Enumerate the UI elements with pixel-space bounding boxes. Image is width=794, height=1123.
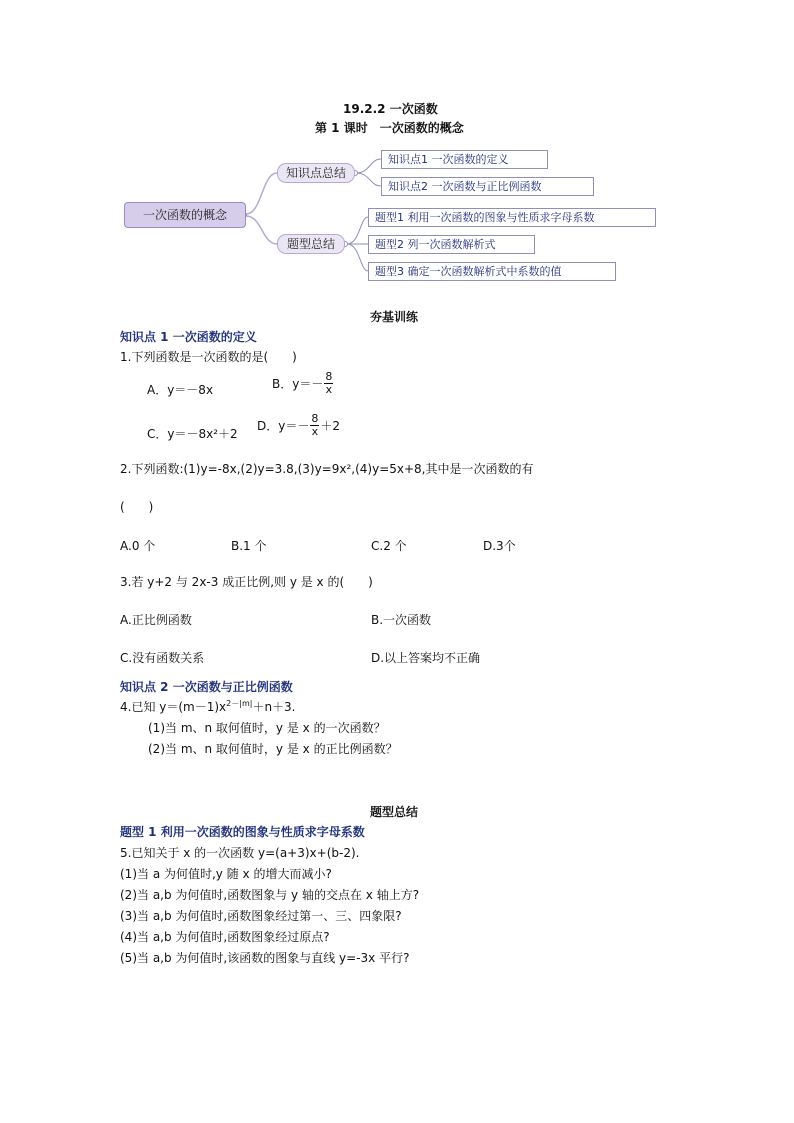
- mindmap-leaf-t3: 题型3 确定一次函数解析式中系数的值: [368, 262, 616, 281]
- page-title: 19.2.2 一次函数: [343, 102, 438, 116]
- mindmap-leaf-kp2: 知识点2 一次函数与正比例函数: [381, 177, 594, 196]
- page-subtitle: 第 1 课时 一次函数的概念: [315, 121, 464, 135]
- q2-option-c: C.2 个: [371, 539, 407, 553]
- q1-option-c: C．y＝－8x²＋2: [147, 427, 238, 441]
- q5-part-3: (3)当 a,b 为何值时,函数图象经过第一、三、四象限?: [120, 909, 402, 923]
- q1-option-b: B．y＝－ $\frac{8}{x}$: [272, 370, 333, 396]
- q2-answer-paren: ( ): [120, 500, 154, 514]
- q1-option-a: A．y＝－8x: [147, 383, 214, 397]
- section-heading-types: 题型总结: [370, 805, 419, 819]
- question-1: 1.下列函数是一次函数的是( ): [120, 350, 297, 364]
- mindmap-leaf-t2: 题型2 列一次函数解析式: [368, 235, 535, 254]
- q5-part-4: (4)当 a,b 为何值时,函数图象经过原点?: [120, 930, 330, 944]
- question-4: 4.已知 $y=(m-1)x^{2-|m|}+n+3$.: [120, 699, 296, 714]
- q3-option-d: D.以上答案均不正确: [371, 651, 481, 665]
- q4-part-1: (1)当 m、n 取何值时，y 是 x 的一次函数？: [148, 721, 386, 735]
- question-5: 5.已知关于 x 的一次函数 y=(a+3)x+(b-2).: [120, 846, 360, 860]
- q2-option-a: A.0 个: [120, 539, 156, 553]
- kp2-heading: 知识点 2 一次函数与正比例函数: [120, 680, 293, 694]
- q1-option-d: D．y＝－ $\frac{8}{x}$ ＋2: [257, 412, 340, 438]
- q5-part-5: (5)当 a,b 为何值时,该函数的图象与直线 y=-3x 平行?: [120, 951, 410, 965]
- mindmap-leaf-kp1: 知识点1 一次函数的定义: [381, 150, 548, 169]
- type1-heading: 题型 1 利用一次函数的图象与性质求字母系数: [120, 825, 365, 839]
- mindmap-leaf-t1: 题型1 利用一次函数的图象与性质求字母系数: [368, 208, 656, 227]
- kp1-heading: 知识点 1 一次函数的定义: [120, 330, 257, 344]
- q5-part-2: (2)当 a,b 为何值时,函数图象与 y 轴的交点在 x 轴上方?: [120, 888, 420, 902]
- q3-option-a: A.正比例函数: [120, 613, 192, 627]
- section-heading-basics: 夯基训练: [370, 310, 419, 324]
- q3-option-b: B.一次函数: [371, 613, 432, 627]
- mindmap-branch-types: 题型总结: [277, 234, 345, 254]
- mindmap-root: 一次函数的概念: [124, 202, 246, 228]
- q2-option-d: D.3个: [483, 539, 516, 553]
- q4-part-2: (2)当 m、n 取何值时，y 是 x 的正比例函数？: [148, 742, 398, 756]
- question-3: 3.若 y+2 与 2x-3 成正比例,则 y 是 x 的( ): [120, 575, 373, 589]
- question-2: 2.下列函数:(1)y=-8x,(2)y=3.8,(3)y=9x²,(4)y=5x+8,其中是一次函数的有: [120, 462, 534, 476]
- q5-part-1: (1)当 a 为何值时,y 随 x 的增大而减小?: [120, 867, 332, 881]
- q3-option-c: C.没有函数关系: [120, 651, 205, 665]
- q2-option-b: B.1 个: [231, 539, 267, 553]
- mindmap-branch-knowledge: 知识点总结: [277, 163, 355, 183]
